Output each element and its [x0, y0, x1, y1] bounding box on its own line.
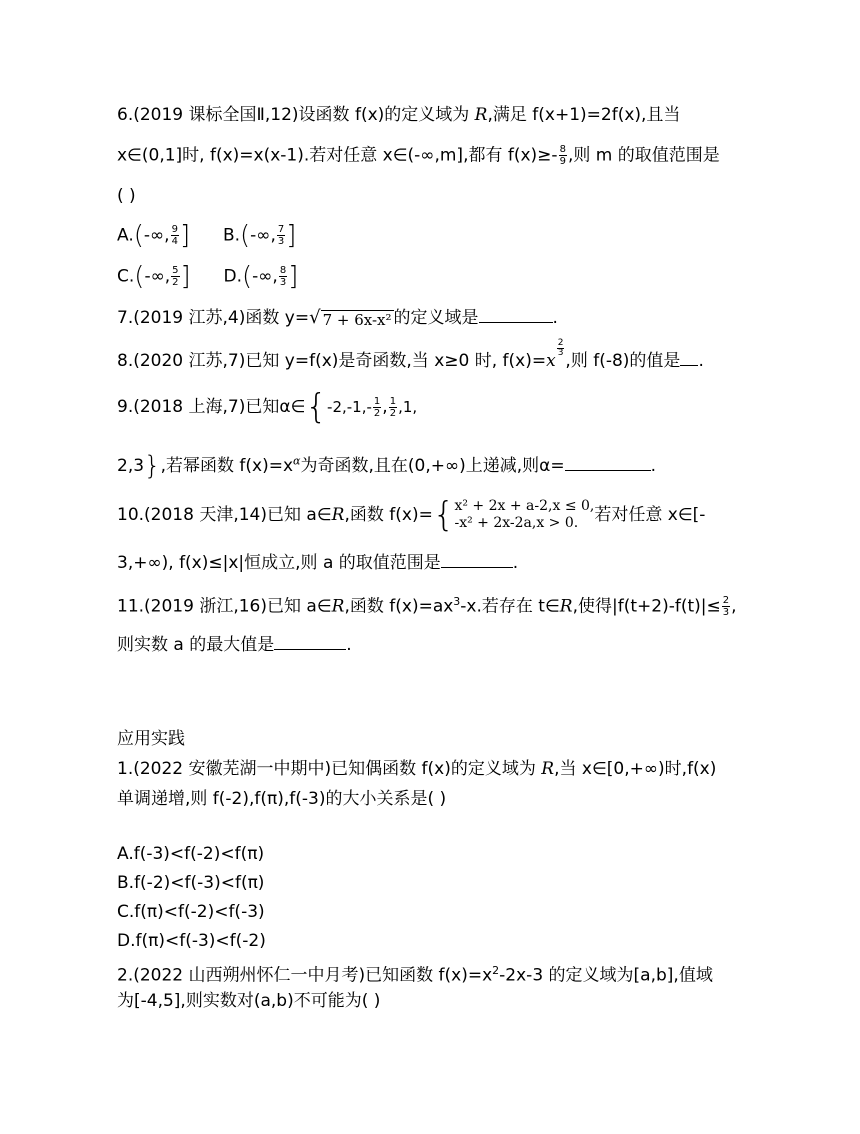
fraction: $\frac{8}{9}$ — [559, 144, 566, 167]
piecewise-cases: x² + 2x + a-2,x ≤ 0, -x² + 2x-2a,x > 0. — [454, 498, 595, 531]
q9-line-2: 2,3},若幂函数 $f(x)=x^\alpha$为奇函数,且在(0,+∞)上递减,则α= . — [117, 451, 657, 481]
p1-option-b: B.f(-2)<f(-3)<f(π) — [117, 873, 265, 893]
q8-line: 8.(2020 江苏,7)已知 y=f(x)是奇函数,当 x≥0 时, f(x)=x $\frac{2}{3}$ ,则 f(-8)的值是 . — [117, 338, 704, 371]
q6-condition: x∈(0,1]时, f(x)=x(x-1).若对任意 x∈(-∞,m],都有 f(x)≥- — [117, 145, 558, 166]
p1-option-c: C.f(π)<f(-2)<f(-3) — [117, 902, 265, 922]
fraction: $\frac{9}{4}$ — [171, 224, 178, 247]
option-d-label: D. — [223, 266, 242, 287]
p1-line-2: 单调递增,则 f(-2),f(π),f(-3)的大小关系是( ) — [117, 789, 447, 809]
section-title: 应用实践 — [117, 729, 185, 749]
square-root: √ 7 + 6x-x² — [309, 307, 392, 329]
q6-answer-paren: ( ) — [117, 186, 136, 206]
q6-text: 6.(2019 课标全国Ⅱ,12)设函数 f(x)的定义域为 — [117, 105, 475, 125]
fraction: $\frac{2}{3}$ — [722, 595, 730, 619]
option-c-label: C. — [117, 266, 135, 287]
p1-option-a: A.f(-3)<f(-2)<f(π) — [117, 844, 265, 864]
set-R: R — [474, 105, 488, 125]
fraction: $\frac{7}{3}$ — [277, 224, 285, 247]
answer-blank[interactable] — [274, 633, 346, 650]
q11-line-1: 11.(2019 浙江,16)已知 a∈R,函数 $f(x)=ax^3-x$.若存在 t∈R,使得|f(t+2)-f(t)|≤ $\frac{2}{3}$ , — [117, 595, 737, 619]
q11-line-2: 则实数 a 的最大值是 . — [117, 635, 352, 655]
p2-line-2: 为[-4,5],则实数对(a,b)不可能为( ) — [117, 991, 381, 1011]
q6-line-2 — [117, 144, 720, 167]
q6-options-cd: C.(-∞, $\frac{5}{2}$ ] D.(-∞, $\frac{8}{3}$ ] — [117, 261, 299, 292]
p1-option-d: D.f(π)<f(-3)<f(-2) — [117, 931, 266, 951]
option-a-label: A. — [117, 225, 134, 246]
fraction: $\frac{8}{3}$ — [279, 265, 287, 288]
q10-line-2: 3,+∞), f(x)≤|x|恒成立,则 a 的取值范围是 . — [117, 553, 519, 573]
q9-line-1: 9.(2018 上海,7)已知α∈{-2,-1,- $\frac{1}{2}$ , $\frac{1}{2}$ ,1, — [117, 387, 418, 427]
p2-line-1: 2.(2022 山西朔州怀仁一中月考)已知函数 $f(x)=x^2-2x-3$ 的定义域为[a,b],值域 — [117, 964, 713, 986]
q6-question: ,则 m 的取值范围是 — [567, 145, 720, 166]
exponent-fraction: $\frac{2}{3}$ — [557, 338, 564, 358]
answer-blank[interactable] — [479, 306, 553, 323]
q6-line-1 — [117, 104, 680, 126]
q10-line-1: 10.(2018 天津,14)已知 a∈R,函数 f(x)={ x² + 2x + a-2,x ≤ 0, -x² + 2x-2a,x > 0. 若对任意 x∈[- — [117, 495, 706, 535]
option-b-label: B. — [222, 225, 241, 246]
q6-options-ab: A.(-∞, $\frac{9}{4}$ ] B.(-∞, $\frac{7}{3}$ ] — [117, 220, 297, 251]
q7-line: 7.(2019 江苏,4)函数 y= √ 7 + 6x-x² 的定义域是 . — [117, 307, 558, 329]
answer-blank[interactable] — [441, 551, 513, 568]
answer-blank[interactable] — [565, 454, 651, 471]
fraction: $\frac{5}{2}$ — [172, 265, 179, 288]
fraction: $\frac{1}{2}$ — [373, 395, 381, 419]
fraction: $\frac{1}{2}$ — [389, 395, 397, 419]
q6-text-cont: ,满足 f(x+1)=2f(x),且当 — [487, 105, 681, 125]
answer-blank[interactable] — [680, 349, 698, 366]
p1-line-1: 1.(2022 安徽芜湖一中期中)已知偶函数 f(x)的定义域为 R,当 x∈[0,+∞)时,f(x) — [117, 759, 717, 779]
